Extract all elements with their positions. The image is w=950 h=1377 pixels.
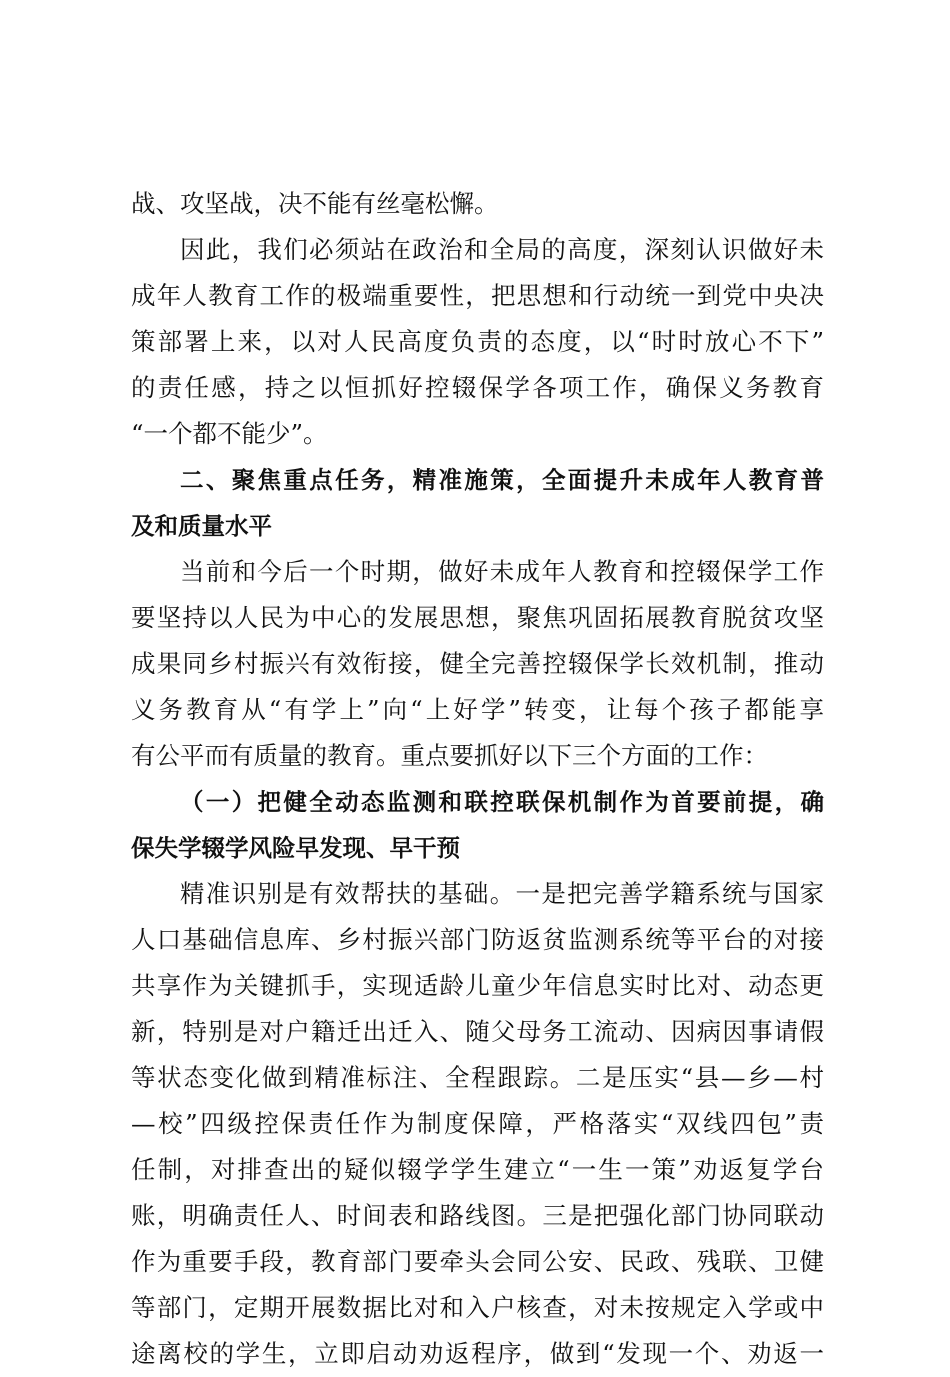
text-line: 义务教育从“有学上”向“上好学”转变，让每个孩子都能享 <box>131 695 824 724</box>
text-line: 共享作为关键抓手，实现适龄儿童少年信息实时比对、动态更 <box>131 971 824 1000</box>
section-heading: 二、聚焦重点任务，精准施策，全面提升未成年人教育普 <box>180 466 824 494</box>
text-line: 账，明确责任人、时间表和路线图。三是把强化部门协同联动 <box>131 1201 824 1230</box>
text-line: 成年人教育工作的极端重要性，把思想和行动统一到党中央决 <box>131 281 824 310</box>
text-line: 成果同乡村振兴有效衔接，健全完善控辍保学长效机制，推动 <box>131 649 824 678</box>
text-line: 等状态变化做到精准标注、全程跟踪。二是压实“县—乡—村 <box>131 1063 824 1092</box>
text-line: 作为重要手段，教育部门要牵头会同公安、民政、残联、卫健 <box>131 1247 824 1276</box>
document-body <box>131 181 824 1377</box>
text-line: 新，特别是对户籍迁出迁入、随父母务工流动、因病因事请假 <box>131 1017 824 1046</box>
text-line: 有公平而有质量的教育。重点要抓好以下三个方面的工作： <box>131 741 768 770</box>
text-line: 人口基础信息库、乡村振兴部门防返贫监测系统等平台的对接 <box>131 925 824 954</box>
subsection-heading: 保失学辍学风险早发现、早干预 <box>131 834 460 862</box>
text-line: “一个都不能少”。 <box>131 419 328 448</box>
section-heading: 及和质量水平 <box>131 512 272 540</box>
text-line: 当前和今后一个时期，做好未成年人教育和控辍保学工作 <box>180 557 824 586</box>
text-line: 的责任感，持之以恒抓好控辍保学各项工作，确保义务教育 <box>131 373 824 402</box>
text-line: 策部署上来，以对人民高度负责的态度，以“时时放心不下” <box>131 327 824 356</box>
subsection-heading: （一）把健全动态监测和联控联保机制作为首要前提，确 <box>180 788 824 816</box>
text-line: 因此，我们必须站在政治和全局的高度，深刻认识做好未 <box>180 235 824 264</box>
text-line: 等部门，定期开展数据比对和入户核查，对未按规定入学或中 <box>131 1293 824 1322</box>
text-line: —校”四级控保责任作为制度保障，严格落实“双线四包”责 <box>131 1109 824 1138</box>
text-line: 要坚持以人民为中心的发展思想，聚焦巩固拓展教育脱贫攻坚 <box>131 603 824 632</box>
text-line: 途离校的学生，立即启动劝返程序，做到“发现一个、劝返一 <box>131 1339 824 1368</box>
text-line: 战、攻坚战，决不能有丝毫松懈。 <box>131 189 499 218</box>
text-line: 精准识别是有效帮扶的基础。一是把完善学籍系统与国家 <box>180 879 824 908</box>
text-line: 任制，对排查出的疑似辍学学生建立“一生一策”劝返复学台 <box>131 1155 824 1184</box>
